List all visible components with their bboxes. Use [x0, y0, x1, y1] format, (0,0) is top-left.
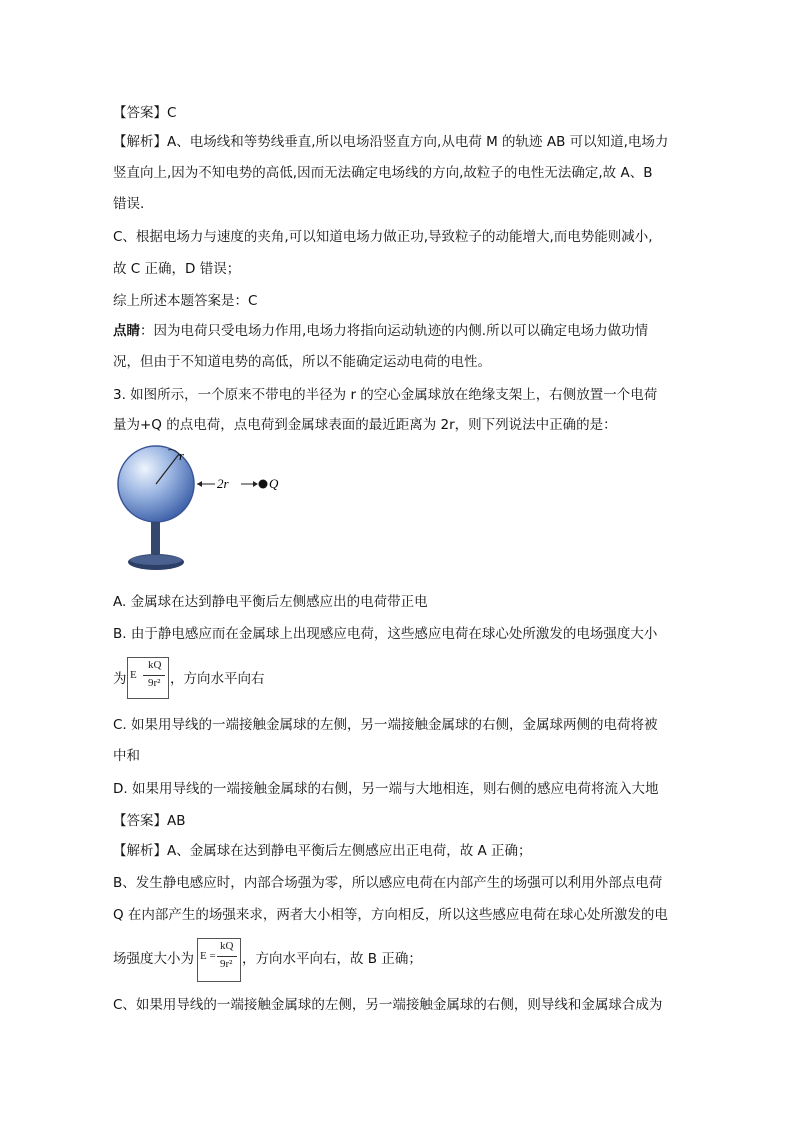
formula-denominator: 9r²: [220, 958, 233, 970]
formula-lhs-eq: E =: [200, 950, 216, 962]
option-b-line-2-suffix: ，方向水平向右: [170, 671, 265, 687]
line-analysis-5: 故 C 正确，D 错误；: [113, 261, 241, 277]
formula-numerator: kQ: [220, 940, 234, 952]
formula-lhs: E: [130, 669, 137, 681]
option-a: A. 金属球在达到静电平衡后左侧感应出的电荷带正电: [113, 594, 428, 610]
tip-text-1: ：因为电荷只受电场力作用,电场力将指向运动轨迹的内侧.所以可以确定电场力做功情: [140, 323, 649, 339]
option-c-line-1: C. 如果用导线的一端接触金属球的左侧，另一端接触金属球的右侧，金属球两侧的电荷将被: [113, 717, 658, 733]
line-analysis-1: 【解析】A、电场线和等势线垂直,所以电场沿竖直方向,从电荷 M 的轨迹 AB 可以知道,电场力: [113, 134, 669, 150]
option-b-line-2-prefix: 为: [113, 671, 127, 687]
line-answer-1: 【答案】C: [113, 105, 177, 121]
metal-sphere-figure: [113, 440, 283, 582]
point-charge: [259, 480, 268, 489]
metal-sphere-diagram: [113, 440, 283, 582]
distance-label: 2r: [217, 476, 229, 491]
option-d: D. 如果用导线的一端接触金属球的右侧，另一端与大地相连，则右侧的感应电荷将流入大地: [113, 781, 659, 797]
analysis2-line-4-suffix: ，方向水平向右，故 B 正确；: [242, 951, 422, 967]
charge-label: Q: [269, 476, 279, 491]
analysis2-line-1: 【解析】A、金属球在达到静电平衡后左侧感应出正电荷，故 A 正确；: [113, 843, 532, 859]
question-line-2: 量为+Q 的点电荷，点电荷到金属球表面的最近距离为 2r，则下列说法中正确的是：: [113, 417, 617, 433]
line-analysis-3: 错误.: [113, 196, 145, 212]
analysis2-line-5: C、如果用导线的一端接触金属球的左侧，另一端接触金属球的右侧，则导线和金属球合成为: [113, 997, 663, 1013]
option-c-line-2: 中和: [113, 748, 140, 764]
line-summary: 综上所述本题答案是：C: [113, 293, 258, 309]
option-b-line-1: B. 由于静电感应而在金属球上出现感应电荷，这些感应电荷在球心处所激发的电场强度大小: [113, 626, 658, 642]
formula-denominator: 9r²: [148, 677, 161, 689]
radius-label: r: [179, 448, 185, 463]
fraction-bar: [143, 675, 165, 676]
stand-pole: [151, 522, 160, 554]
formula-box-2: [197, 938, 241, 982]
formula-box-1: [127, 657, 169, 699]
analysis2-line-3: Q 在内部产生的场强来求，两者大小相等，方向相反，所以这些感应电荷在球心处所激发的电: [113, 907, 668, 923]
line-analysis-2: 竖直向上,因为不知电势的高低,因而无法确定电场线的方向,故粒子的电性无法确定,故 A、B: [113, 165, 653, 181]
analysis2-line-4-prefix: 场强度大小为: [113, 951, 194, 967]
tip-line-1: [113, 322, 648, 340]
analysis2-line-2: B、发生静电感应时，内部合场强为零，所以感应电荷在内部产生的场强可以利用外部点电荷: [113, 875, 663, 891]
question-line-1: 3. 如图所示，一个原来不带电的半径为 r 的空心金属球放在绝缘支架上，右侧放置一个电荷: [113, 387, 658, 403]
answer-2: 【答案】AB: [113, 813, 186, 829]
line-analysis-4: C、根据电场力与速度的夹角,可以知道电场力做正功,导致粒子的动能增大,而电势能则减小,: [113, 229, 653, 245]
tip-line-2: 况，但由于不知道电势的高低，所以不能确定运动电荷的电性。: [113, 354, 491, 370]
fraction-bar: [217, 956, 237, 957]
formula-numerator: kQ: [148, 659, 162, 671]
tip-label: 点睛: [113, 323, 140, 339]
